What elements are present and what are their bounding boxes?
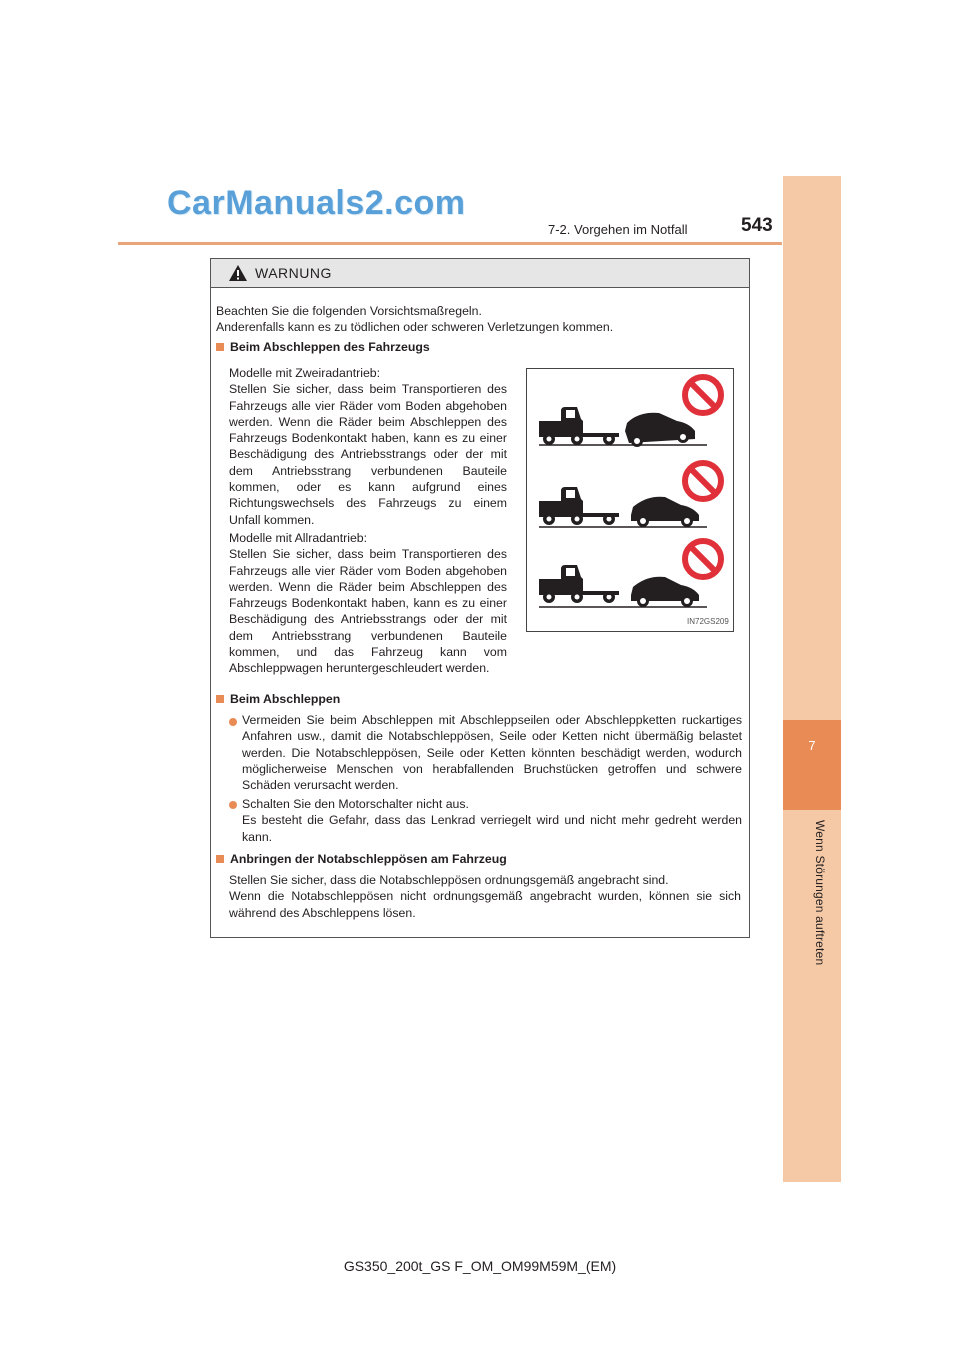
header-rule	[118, 242, 782, 245]
bullet-engine-switch	[242, 796, 742, 845]
warning-intro-1: Beachten Sie die folgenden Vorsichtsmaßregeln.	[216, 304, 482, 318]
bullet-sudden-start: Vermeiden Sie beim Abschleppen mit Abschleppseilen oder Abschleppketten ruckartiges Anfahren usw., damit die Notabschleppösen, Seile oder Ketten nicht übermäßig belastet werden. Die Notabschleppösen, Seile oder Ketten könnten beschädigt werden, wodurch möglicherweise Menschen von herabfallenden Bruchstücken getroffen und schwere Schäden verursacht werden.	[242, 713, 742, 793]
prohibited-sign-icon-3	[685, 541, 721, 577]
car-icon-2	[631, 497, 699, 527]
section-heading-towing: Beim Abschleppen	[216, 691, 516, 707]
square-bullet-icon	[216, 855, 224, 863]
watermark-logo: CarManuals2.com	[167, 184, 466, 222]
prohibited-sign-icon-1	[685, 377, 721, 413]
square-bullet-icon	[216, 695, 224, 703]
paragraph-eyelet-line2: Wenn die Notabschleppösen nicht ordnungsgemäß angebracht wurden, können sie sich während des Abschleppens lösen.	[229, 889, 741, 920]
section-heading-attach-eyelet: Anbringen der Notabschleppösen am Fahrzeug	[216, 851, 616, 867]
round-bullet-icon	[229, 801, 237, 809]
warning-intro-2: Anderenfalls kann es zu tödlichen oder schweren Verletzungen kommen.	[216, 320, 614, 334]
paragraph-eyelet	[229, 872, 741, 921]
warning-triangle-icon	[228, 264, 248, 282]
chapter-title: Wenn Störungen auftreten	[813, 820, 827, 966]
towing-diagram	[527, 369, 733, 631]
car-icon-1	[625, 413, 695, 447]
paragraph-2wd	[229, 365, 507, 528]
car-icon-3	[631, 577, 699, 607]
chapter-number: 7	[808, 738, 816, 753]
tow-truck-icon-3	[539, 565, 619, 603]
paragraph-2wd-lead: Modelle mit Zweiradantrieb:	[229, 366, 381, 380]
page-number: 543	[741, 215, 773, 236]
tow-truck-icon-1	[539, 407, 619, 445]
square-bullet-icon	[216, 343, 224, 351]
paragraph-awd	[229, 530, 507, 677]
bullet-engine-switch-line1: Schalten Sie den Motorschalter nicht aus.	[242, 797, 469, 811]
footer-document-code: GS350_200t_GS F_OM_OM99M59M_(EM)	[343, 1258, 617, 1274]
figure-code: IN72GS209	[687, 617, 729, 626]
tow-truck-icon-2	[539, 487, 619, 525]
chapter-number-tab	[783, 720, 841, 810]
prohibited-sign-icon-2	[685, 463, 721, 499]
paragraph-awd-lead: Modelle mit Allradantrieb:	[229, 531, 368, 545]
paragraph-2wd-body: Stellen Sie sicher, dass beim Transportieren des Fahrzeugs alle vier Räder vom Boden abgehoben werden. Wenn die Räder beim Abschleppen des Fahrzeugs Bodenkontakt haben, kann es zu einer Beschädigung des Antriebsstrangs oder der mit dem Antriebsstrang verbundenen Bauteile kommen, oder es kann aufgrund eines Richtungswechsels des Fahrzeugs zu einem Unfall kommen.	[229, 382, 507, 527]
round-bullet-icon	[229, 718, 237, 726]
section-title: 7-2. Vorgehen im Notfall	[548, 222, 688, 237]
warning-title: WARNUNG	[255, 265, 332, 281]
section-heading-towing-vehicle: Beim Abschleppen des Fahrzeugs	[216, 339, 516, 355]
warning-header	[211, 259, 749, 288]
towing-illustration	[526, 368, 734, 632]
paragraph-eyelet-line1: Stellen Sie sicher, dass die Notabschleppösen ordnungsgemäß angebracht sind.	[229, 873, 669, 887]
paragraph-awd-body: Stellen Sie sicher, dass beim Transportieren des Fahrzeugs alle vier Räder vom Boden abgehoben werden. Wenn die Räder beim Abschleppen des Fahrzeugs Bodenkontakt haben, kann es zu einer Beschädigung des Antriebsstrangs oder der mit dem Antriebsstrang verbundenen Bauteile kommen, und das Fahrzeug kann vom Abschleppwagen heruntergeschleudert werden.	[229, 547, 507, 676]
bullet-engine-switch-line2: Es besteht die Gefahr, dass das Lenkrad verriegelt wird und nicht mehr gedreht werden kann.	[242, 813, 742, 844]
